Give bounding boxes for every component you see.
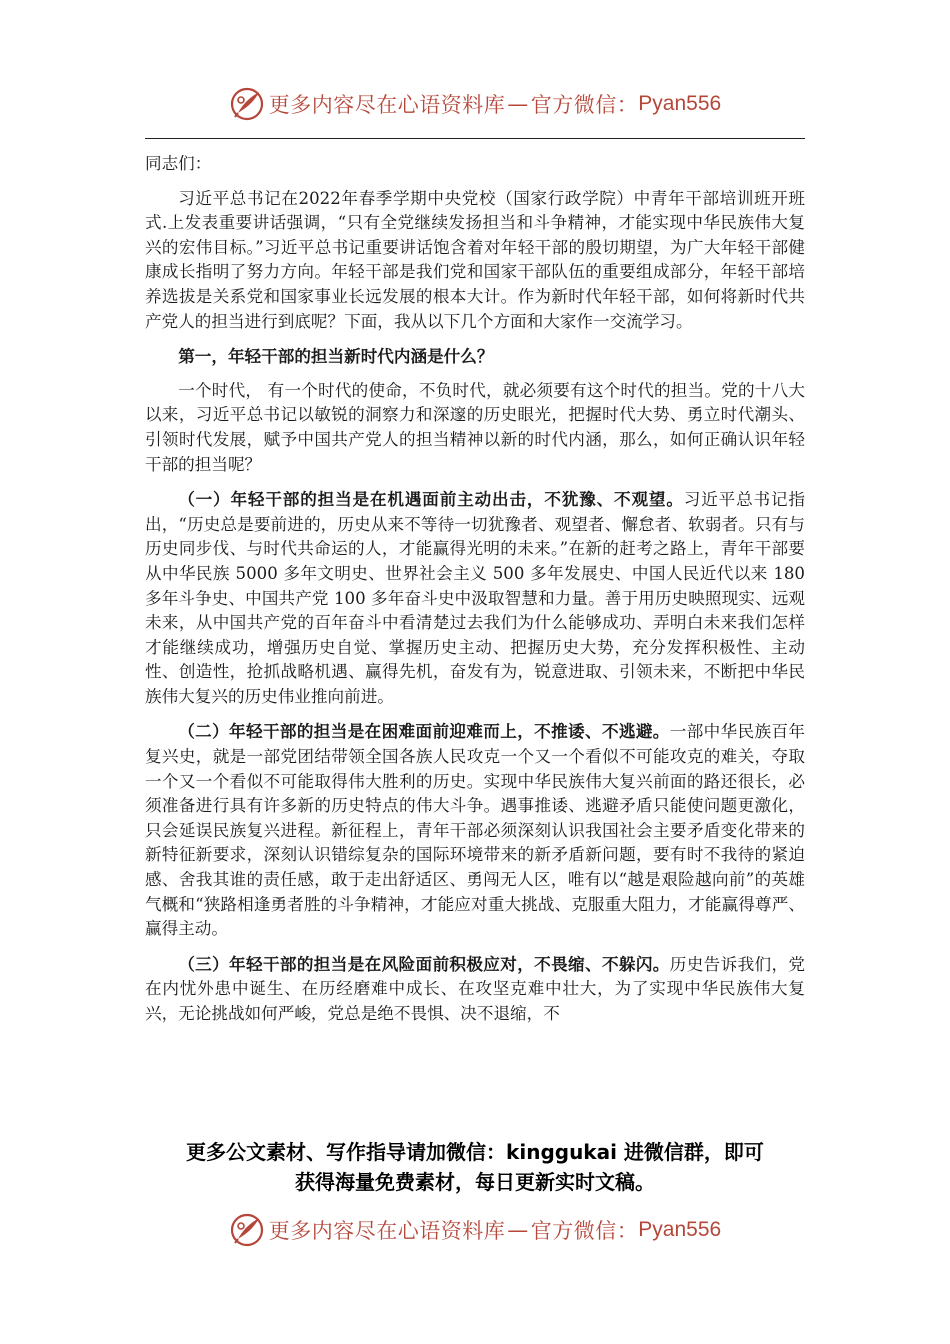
- promo-line-2: 获得海量免费素材，每日更新实时文稿。: [295, 1170, 655, 1194]
- banner-separator: —: [507, 92, 529, 116]
- banner-wechat-id: Pyan556: [638, 92, 722, 115]
- subsection-2-title: （二）年轻干部的担当是在困难面前迎难而上，不推诿、不逃避。: [178, 721, 670, 742]
- banner-title: 更多内容尽在心语资料库: [268, 93, 506, 117]
- subsection-3-text: 历史告诉我们，党在内忧外患中诞生、在历经磨难中成长、在攻坚克难中壮大，为了实现中华民族伟大复兴，无论挑战如何严峻，党总是绝不畏惧、决不退缩，不: [145, 954, 806, 1023]
- footer-banner-label: 官方微信：: [530, 1219, 639, 1243]
- header-divider: [145, 138, 805, 139]
- promo-line-1: 更多公文素材、写作指导请加微信：kinggukai 进微信群，即可: [186, 1140, 764, 1164]
- section-heading-1: 第一，年轻干部的担当新时代内涵是什么？: [178, 346, 494, 367]
- promo-notice: [120, 1137, 830, 1197]
- footer-banner: [0, 1210, 950, 1250]
- section-1-paragraph: 一个时代， 有一个时代的使命，不负时代，就必须要有这个时代的担当。党的十八大以来，习近平总书记以敏锐的洞察力和深邃的历史眼光，把握时代大势、勇立时代潮头、引领时代发展，赋予中国共产党人的担当精神以新的时代内涵，那么，如何正确认识年轻干部的担当呢？: [145, 380, 805, 474]
- subsection-1-title: （一）年轻干部的担当是在机遇面前主动出击，不犹豫、不观望。: [178, 489, 684, 510]
- subsection-1-text: 习近平总书记指出，“历史总是要前进的，历史从来不等待一切犹豫者、观望者、懈怠者、软弱者。只有与历史同步伐、与时代共命运的人，才能赢得光明的未来。”在新的赶考之路上，青年干部要从中华民族 5000 多年文明史、世界社会主义 500 多年发展史、中国人民近代以来 180 多年斗争史、中国共产党 100 多年奋斗史中汲取智慧和力量。善于用历史映照现实、远观未来，从中国共产党的百年奋斗中看清楚过去我们为什么能够成功、弄明白未来我们怎样才能继续成功，增强历史自觉、掌握历史主动、把握历史大势，充分发挥积极性、主动性、创造性，抢抓战略机遇、赢得先机，奋发有为，锐意进取、引领未来，不断把中华民族伟大复兴的历史伟业推向前进。: [145, 490, 805, 706]
- quill-logo-icon: [229, 1212, 265, 1248]
- salutation: 同志们：: [145, 154, 212, 173]
- footer-banner-separator: —: [507, 1218, 529, 1242]
- subsection-2-text: 一部中华民族百年复兴史，就是一部党团结带领全国各族人民攻克一个又一个看似不可能攻克的难关，夺取一个又一个看似不可能取得伟大胜利的历史。实现中华民族伟大复兴前面的路还很长，必须准备进行具有许多新的历史特点的伟大斗争。遇事推诿、逃避矛盾只能使问题更激化，只会延误民族复兴进程。新征程上，青年干部必须深刻认识我国社会主要矛盾变化带来的新特征新要求，深刻认识错综复杂的国际环境带来的新矛盾新问题，要有时不我待的紧迫感、舍我其谁的责任感，敢于走出舒适区、勇闯无人区，唯有以“越是艰险越向前”的英雄气概和“狭路相逢勇者胜的斗争精神，才能应对重大挑战、克服重大阻力，才能赢得尊严、赢得主动。: [145, 722, 806, 939]
- document-body: [145, 152, 805, 1027]
- banner-label: 官方微信：: [530, 93, 639, 117]
- subsection-3-title: （三）年轻干部的担当是在风险面前积极应对，不畏缩、不躲闪。: [178, 953, 670, 974]
- footer-banner-title: 更多内容尽在心语资料库: [268, 1219, 506, 1243]
- quill-logo-icon: [229, 86, 265, 122]
- header-banner: [0, 84, 950, 124]
- intro-paragraph: 习近平总书记在2022年春季学期中央党校（国家行政学院）中青年干部培训班开班式.上发表重要讲话强调，“只有全党继续发扬担当和斗争精神，才能实现中华民族伟大复兴的宏伟目标。”习近平总书记重要讲话饱含着对年轻干部的殷切期望，为广大年轻干部健康成长指明了努力方向。年轻干部是我们党和国家干部队伍的重要组成部分，年轻干部培养选拔是关系党和国家事业长远发展的根本大计。作为新时代年轻干部，如何将新时代共产党人的担当进行到底呢？下面，我从以下几个方面和大家作一交流学习。: [145, 188, 805, 331]
- subsection-1: [145, 487, 805, 709]
- subsection-3: [145, 952, 805, 1027]
- subsection-2: [145, 719, 805, 941]
- footer-banner-wechat-id: Pyan556: [638, 1218, 722, 1241]
